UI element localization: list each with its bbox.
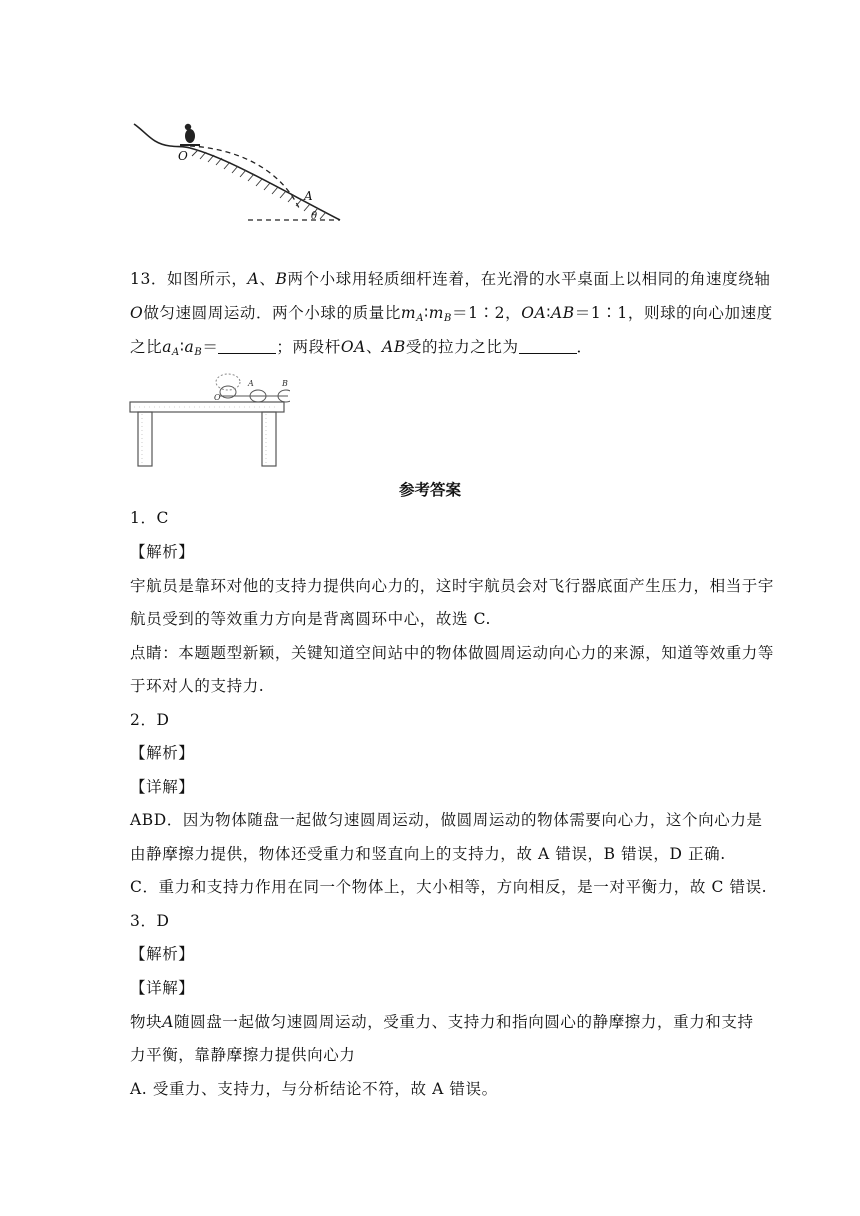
a2-xiangjie: 【详解】 (130, 778, 195, 796)
a1-head: 1．C (130, 509, 170, 527)
a1-l4: 于环对人的支持力. (130, 677, 265, 695)
answer-blank-1 (218, 339, 276, 354)
a1-l1: 宇航员是靠环对他的支持力提供向心力的，这时宇航员会对飞行器底面产生压力，相当于宇 (130, 577, 775, 595)
balls-group (220, 386, 290, 402)
label-A: A (304, 189, 313, 203)
skier-icon (180, 124, 200, 145)
a3-xiangjie: 【详解】 (130, 979, 195, 997)
label-theta: θ (311, 211, 318, 222)
a2-l1: ABD．因为物体随盘一起做匀速圆周运动，做圆周运动的物体需要向心力，这个向心力是 (130, 811, 763, 829)
a1-jiexi: 【解析】 (130, 543, 195, 561)
hand-outline (216, 374, 240, 390)
table-leg-right (262, 412, 276, 466)
q13-line2: O做匀速圆周运动．两个小球的质量比$m_A∶m_B=1∶2$，OA∶AB＝1∶1，则球的向心加速度 (130, 304, 773, 324)
slope-hatching (192, 150, 326, 219)
trajectory-dashed (190, 146, 300, 210)
ski-slope-figure (128, 118, 348, 228)
a3-l1: 物块A随圆盘一起做匀速圆周运动，受重力、支持力和指向圆心的静摩擦力，重力和支持 (130, 1013, 754, 1031)
a3-head: 3．D (130, 912, 170, 930)
a2-l3: C．重力和支持力作用在同一个物体上，大小相等，方向相反，是一对平衡力，故 C 错误. (130, 878, 768, 896)
a3-jiexi: 【解析】 (130, 945, 195, 963)
a3-l2: 力平衡，靠静摩擦力提供向心力 (130, 1046, 356, 1064)
table-figure (128, 370, 290, 468)
label-A2: A (248, 379, 254, 388)
answers-title: 参考答案 (398, 480, 461, 499)
table-top (130, 402, 284, 412)
q13-line3: 之比$a_A∶a_B=$ ；两段杆OA、AB受的拉力之比为 ． (130, 338, 593, 358)
label-O: O (178, 149, 188, 163)
answer-blank-2 (519, 339, 577, 354)
a3-l3: A. 受重力、支持力，与分析结论不符，故 A 错误。 (130, 1080, 498, 1098)
label-O2: O (214, 393, 221, 402)
table-leg-left (138, 412, 152, 466)
a2-jiexi: 【解析】 (130, 744, 195, 762)
label-B2: B (282, 379, 288, 388)
a1-l2: 航员受到的等效重力方向是背离圆环中心，故选 C. (130, 610, 492, 628)
a2-head: 2．D (130, 711, 170, 729)
q13-line1: 13．如图所示，A、B两个小球用轻质细杆连着，在光滑的水平桌面上以相同的角速度绕轴 (130, 270, 771, 288)
a1-l3: 点睛：本题题型新颖，关键知道空间站中的物体做圆周运动向心力的来源，知道等效重力等 (130, 644, 775, 662)
a2-l2: 由静摩擦力提供，物体还受重力和竖直向上的支持力，故 A 错误，B 错误，D 正确. (130, 845, 726, 863)
